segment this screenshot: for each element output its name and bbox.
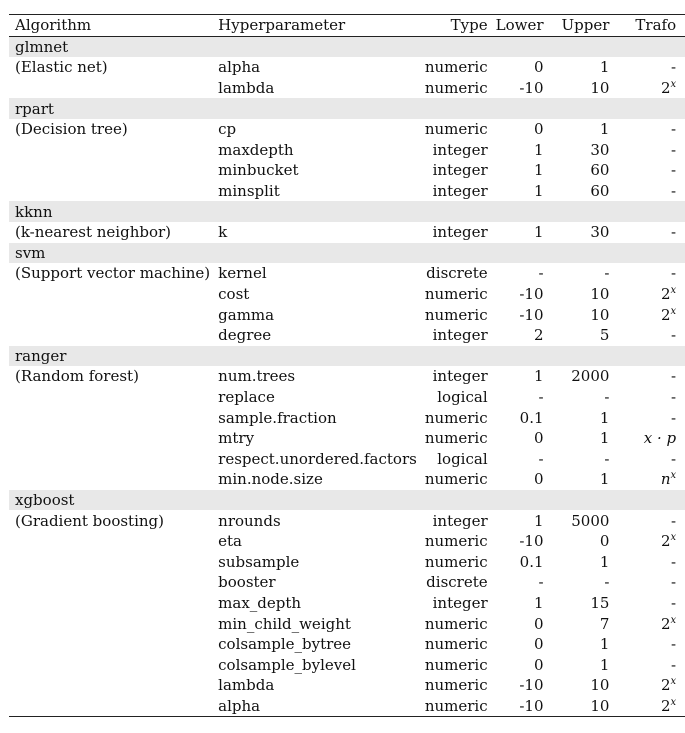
group-row-xgboost — [9, 490, 685, 511]
lower-bound: -10 — [519, 285, 544, 304]
upper-bound: 1 — [599, 552, 610, 571]
header-upper: Upper — [558, 15, 632, 37]
algorithm-description: (Support vector machine) — [15, 264, 211, 283]
trafo-cell — [631, 428, 685, 449]
param-type: numeric — [424, 429, 488, 448]
hyperparameter-name: sample.fraction — [218, 408, 337, 427]
lower-bound: 1 — [533, 140, 544, 159]
trafo-value: - — [671, 367, 677, 386]
hyperparameter-name: gamma — [218, 305, 275, 324]
algorithm-description: (Gradient boosting) — [15, 511, 164, 530]
table-row — [9, 325, 685, 346]
algorithm-description: (Elastic net) — [15, 58, 108, 77]
lower-bound: -10 — [519, 305, 544, 324]
lower-bound: 0 — [533, 635, 544, 654]
empty-cell — [492, 98, 558, 119]
hyperparameter-name: num.trees — [218, 367, 296, 386]
empty-cell — [9, 613, 214, 634]
upper-bound: 15 — [590, 593, 610, 612]
trafo-value: - — [671, 573, 677, 592]
empty-cell — [9, 160, 214, 181]
table-row — [9, 675, 685, 696]
trafo-exponent: x — [670, 285, 677, 297]
lower-bound: 1 — [533, 161, 544, 180]
table-row — [9, 613, 685, 634]
trafo-cell — [631, 531, 685, 552]
upper-bound: 1 — [599, 429, 610, 448]
trafo-exponent: x — [670, 470, 677, 482]
hyperparameter-name: subsample — [218, 552, 300, 571]
empty-cell — [9, 387, 214, 408]
empty-cell — [558, 98, 632, 119]
table-row — [9, 366, 685, 387]
lower-bound: 2 — [533, 326, 544, 345]
trafo-value: - — [671, 449, 677, 468]
table-row — [9, 407, 685, 428]
upper-bound: 1 — [599, 120, 610, 139]
group-row-glmnet — [9, 36, 685, 57]
param-type: numeric — [424, 58, 488, 77]
trafo-base: n — [660, 470, 671, 489]
lower-bound: 0 — [533, 120, 544, 139]
empty-cell — [421, 243, 492, 264]
trafo-cell — [631, 613, 685, 634]
trafo-value: - — [671, 140, 677, 159]
trafo-cell — [631, 78, 685, 99]
empty-cell — [631, 201, 685, 222]
table-row — [9, 160, 685, 181]
hyperparameter-name: minsplit — [218, 182, 280, 201]
empty-cell — [558, 490, 632, 511]
algorithm-description: (Decision tree) — [15, 120, 128, 139]
table-row — [9, 593, 685, 614]
upper-bound: 60 — [590, 182, 610, 201]
trafo-cell — [631, 140, 685, 161]
empty-cell — [492, 243, 558, 264]
trafo-base: 2 — [660, 676, 671, 695]
empty-cell — [631, 346, 685, 367]
upper-bound: 1 — [599, 635, 610, 654]
lower-bound: 1 — [533, 182, 544, 201]
param-type: numeric — [424, 305, 488, 324]
empty-cell — [421, 490, 492, 511]
hyperparameter-name: kernel — [218, 264, 267, 283]
trafo-value: - — [671, 161, 677, 180]
algorithm-name: glmnet — [9, 36, 214, 57]
upper-bound: 30 — [590, 140, 610, 159]
table-row — [9, 222, 685, 243]
trafo-cell — [631, 304, 685, 325]
param-type: integer — [432, 223, 488, 242]
empty-cell — [9, 428, 214, 449]
table-row — [9, 78, 685, 99]
trafo-base: 2 — [660, 614, 671, 633]
group-row-ranger — [9, 346, 685, 367]
lower-bound: 0 — [533, 58, 544, 77]
empty-cell — [421, 98, 492, 119]
hyperparameter-name: max_depth — [218, 593, 302, 612]
lower-bound: -10 — [519, 676, 544, 695]
upper-bound: 2000 — [571, 367, 610, 386]
table-row — [9, 119, 685, 140]
trafo-value: - — [671, 264, 677, 283]
upper-bound: 5000 — [571, 511, 610, 530]
empty-cell — [631, 243, 685, 264]
hyperparameter-name: alpha — [214, 696, 421, 717]
trafo-base: 2 — [660, 285, 671, 304]
hyperparameter-name: cost — [218, 285, 250, 304]
empty-cell — [9, 140, 214, 161]
trafo-exponent: x — [670, 696, 677, 708]
trafo-exponent: x — [670, 614, 677, 626]
lower-bound: - — [538, 387, 544, 406]
trafo-value: - — [671, 326, 677, 345]
param-type: numeric — [424, 470, 488, 489]
trafo-cell — [631, 366, 685, 387]
trafo-cell — [631, 551, 685, 572]
table-row — [9, 263, 685, 284]
param-type: integer — [432, 161, 488, 180]
upper-bound: 10 — [590, 305, 610, 324]
algorithm-description: (k-nearest neighbor) — [15, 223, 172, 242]
trafo-exponent: x — [670, 305, 677, 317]
header-hyperparameter: Hyperparameter — [214, 15, 421, 37]
empty-cell — [558, 36, 632, 57]
hyperparameter-table — [9, 14, 685, 717]
trafo-base: 2 — [660, 532, 671, 551]
param-type: integer — [432, 593, 488, 612]
lower-bound: -10 — [519, 532, 544, 551]
trafo-cell — [631, 510, 685, 531]
table-row — [9, 387, 685, 408]
trafo-cell — [631, 634, 685, 655]
algorithm-name: rpart — [9, 98, 214, 119]
empty-cell — [214, 346, 421, 367]
empty-cell — [631, 98, 685, 119]
empty-cell — [214, 36, 421, 57]
param-type: numeric — [424, 635, 488, 654]
trafo-value: x · p — [643, 429, 677, 448]
empty-cell — [558, 346, 632, 367]
empty-cell — [631, 490, 685, 511]
trafo-cell — [631, 572, 685, 593]
table-row — [9, 304, 685, 325]
param-type: numeric — [424, 532, 488, 551]
table-row — [9, 696, 685, 717]
hyperparameter-name: cp — [218, 120, 237, 139]
algorithm-name: xgboost — [9, 490, 214, 511]
hyperparameter-name: min_child_weight — [218, 614, 351, 633]
trafo-value: - — [671, 387, 677, 406]
param-type: numeric — [424, 285, 488, 304]
table-row — [9, 57, 685, 78]
lower-bound: - — [538, 264, 544, 283]
trafo-base: 2 — [660, 79, 671, 98]
param-type: numeric — [424, 552, 488, 571]
upper-bound: 10 — [590, 79, 610, 98]
trafo-cell — [631, 675, 685, 696]
trafo-cell — [631, 325, 685, 346]
hyperparameter-name: mtry — [218, 429, 255, 448]
trafo-exponent: x — [670, 532, 677, 544]
empty-cell — [631, 36, 685, 57]
trafo-cell — [631, 387, 685, 408]
lower-bound: 0.1 — [519, 552, 544, 571]
empty-cell — [214, 490, 421, 511]
table-row — [9, 181, 685, 202]
hyperparameter-name: respect.unordered.factors — [218, 449, 417, 468]
trafo-cell — [631, 57, 685, 78]
hyperparameter-name: replace — [218, 387, 275, 406]
param-type: numeric — [424, 408, 488, 427]
param-type: integer — [432, 182, 488, 201]
algorithm-name: kknn — [9, 201, 214, 222]
trafo-cell — [631, 284, 685, 305]
empty-cell — [9, 469, 214, 490]
empty-cell — [214, 98, 421, 119]
param-type: logical — [437, 387, 488, 406]
hyperparameter-name: alpha — [218, 58, 261, 77]
trafo-value: - — [671, 120, 677, 139]
hyperparameter-name: minbucket — [218, 161, 299, 180]
trafo-value: - — [671, 511, 677, 530]
hyperparameter-name: colsample_bytree — [218, 635, 352, 654]
hyperparameter-name: lambda — [218, 79, 275, 98]
param-type: discrete — [426, 573, 488, 592]
empty-cell — [9, 78, 214, 99]
lower-bound: 0 — [533, 470, 544, 489]
upper-bound: 10 — [558, 696, 632, 717]
trafo-cell — [631, 263, 685, 284]
empty-cell — [492, 346, 558, 367]
trafo-value: - — [671, 223, 677, 242]
trafo-value: - — [671, 635, 677, 654]
trafo-cell — [631, 654, 685, 675]
upper-bound: 10 — [590, 285, 610, 304]
header-row — [9, 15, 685, 37]
header-type: Type — [421, 15, 492, 37]
trafo-cell — [631, 448, 685, 469]
trafo-cell — [631, 222, 685, 243]
table-row — [9, 572, 685, 593]
hyperparameter-name: k — [218, 223, 228, 242]
param-type: numeric — [424, 120, 488, 139]
empty-cell — [9, 634, 214, 655]
table-body — [9, 36, 685, 717]
algorithm-name: ranger — [9, 346, 214, 367]
param-type: integer — [432, 140, 488, 159]
table-row — [9, 551, 685, 572]
algorithm-name: svm — [9, 243, 214, 264]
hyperparameter-name: degree — [218, 326, 272, 345]
upper-bound: 0 — [599, 532, 610, 551]
upper-bound: - — [604, 387, 610, 406]
empty-cell — [9, 284, 214, 305]
param-type: numeric — [421, 696, 492, 717]
lower-bound: 0 — [533, 429, 544, 448]
lower-bound: 0 — [533, 655, 544, 674]
empty-cell — [492, 490, 558, 511]
hyperparameter-table-container — [9, 14, 677, 717]
trafo-base: 2 — [660, 696, 671, 715]
empty-cell — [9, 181, 214, 202]
empty-cell — [421, 36, 492, 57]
trafo-cell — [631, 407, 685, 428]
lower-bound: 1 — [533, 511, 544, 530]
empty-cell — [9, 531, 214, 552]
empty-cell — [492, 201, 558, 222]
empty-cell — [9, 593, 214, 614]
trafo-cell — [631, 160, 685, 181]
hyperparameter-name: nrounds — [218, 511, 281, 530]
table-row — [9, 510, 685, 531]
table-row — [9, 284, 685, 305]
param-type: logical — [437, 449, 488, 468]
trafo-exponent: x — [670, 676, 677, 688]
upper-bound: - — [604, 573, 610, 592]
trafo-cell — [631, 181, 685, 202]
header-lower: Lower — [492, 15, 558, 37]
lower-bound: 0 — [533, 614, 544, 633]
hyperparameter-name: lambda — [218, 676, 275, 695]
empty-cell — [9, 551, 214, 572]
upper-bound: 10 — [590, 676, 610, 695]
empty-cell — [214, 201, 421, 222]
trafo-exponent: x — [670, 79, 677, 91]
param-type: numeric — [424, 676, 488, 695]
param-type: discrete — [426, 264, 488, 283]
trafo-value: - — [671, 182, 677, 201]
empty-cell — [9, 407, 214, 428]
algorithm-description: (Random forest) — [15, 367, 139, 386]
empty-cell — [9, 304, 214, 325]
upper-bound: 1 — [599, 58, 610, 77]
upper-bound: 7 — [599, 614, 610, 633]
upper-bound: 5 — [599, 326, 610, 345]
empty-cell — [9, 325, 214, 346]
lower-bound: 1 — [533, 367, 544, 386]
empty-cell — [9, 448, 214, 469]
trafo-value: - — [671, 593, 677, 612]
trafo-cell — [631, 469, 685, 490]
hyperparameter-name: min.node.size — [218, 470, 323, 489]
table-row — [9, 634, 685, 655]
lower-bound: - — [538, 573, 544, 592]
upper-bound: 30 — [590, 223, 610, 242]
param-type: numeric — [424, 79, 488, 98]
hyperparameter-name: maxdepth — [218, 140, 294, 159]
empty-cell — [9, 675, 214, 696]
upper-bound: 1 — [599, 470, 610, 489]
empty-cell — [421, 346, 492, 367]
param-type: numeric — [424, 614, 488, 633]
upper-bound: 1 — [599, 655, 610, 674]
table-row — [9, 469, 685, 490]
hyperparameter-name: colsample_bylevel — [218, 655, 356, 674]
lower-bound: 0.1 — [519, 408, 544, 427]
empty-cell — [214, 243, 421, 264]
lower-bound: 1 — [533, 223, 544, 242]
empty-cell — [9, 696, 214, 717]
hyperparameter-name: eta — [218, 532, 243, 551]
table-header — [9, 15, 685, 37]
table-row — [9, 654, 685, 675]
trafo-base: 2 — [660, 305, 671, 324]
trafo-value: - — [671, 408, 677, 427]
upper-bound: - — [604, 264, 610, 283]
table-row — [9, 448, 685, 469]
empty-cell — [9, 654, 214, 675]
param-type: numeric — [424, 655, 488, 674]
lower-bound: -10 — [492, 696, 558, 717]
empty-cell — [558, 201, 632, 222]
empty-cell — [558, 243, 632, 264]
lower-bound: 1 — [533, 593, 544, 612]
table-row — [9, 140, 685, 161]
trafo-cell — [631, 119, 685, 140]
param-type: integer — [432, 367, 488, 386]
lower-bound: -10 — [519, 79, 544, 98]
trafo-cell — [631, 593, 685, 614]
group-row-svm — [9, 243, 685, 264]
empty-cell — [9, 572, 214, 593]
trafo-value: - — [671, 552, 677, 571]
empty-cell — [421, 201, 492, 222]
header-algorithm: Algorithm — [9, 15, 214, 37]
upper-bound: - — [604, 449, 610, 468]
trafo-value: - — [671, 58, 677, 77]
trafo-cell — [631, 696, 685, 717]
trafo-value: - — [671, 655, 677, 674]
hyperparameter-name: booster — [218, 573, 276, 592]
upper-bound: 60 — [590, 161, 610, 180]
header-trafo: Trafo — [631, 15, 685, 37]
table-row — [9, 531, 685, 552]
upper-bound: 1 — [599, 408, 610, 427]
table-row — [9, 428, 685, 449]
param-type: integer — [432, 326, 488, 345]
group-row-rpart — [9, 98, 685, 119]
lower-bound: - — [538, 449, 544, 468]
param-type: integer — [432, 511, 488, 530]
empty-cell — [492, 36, 558, 57]
group-row-kknn — [9, 201, 685, 222]
